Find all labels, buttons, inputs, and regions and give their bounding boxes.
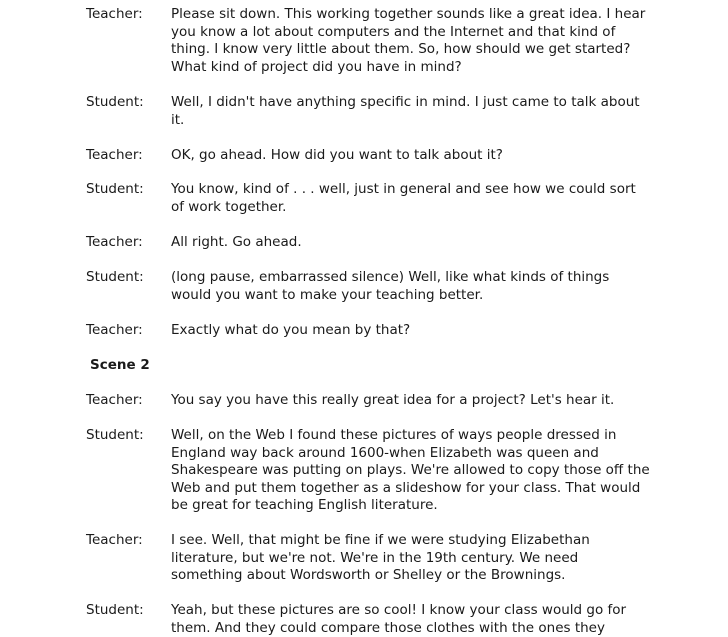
- speaker-label: Teacher:: [86, 532, 143, 548]
- dialogue-text: All right. Go ahead.: [171, 234, 302, 250]
- speaker-label: Student:: [86, 94, 144, 110]
- speaker-label: Teacher:: [86, 147, 143, 163]
- dialogue-text: Please sit down. This working together sounds like a great idea. I hear you know a lot about computers and the Internet and that kind of thing. I know very little about them. So, how should we get started? What kind of project did you have in mind?: [171, 6, 646, 75]
- speaker-label: Student:: [86, 427, 144, 443]
- dialogue-text: Well, I didn't have anything specific in mind. I just came to talk about it.: [171, 94, 640, 128]
- scene-heading: Scene 2: [90, 357, 150, 373]
- dialogue-text: (long pause, embarrassed silence) Well, like what kinds of things would you want to make your teaching better.: [171, 269, 610, 303]
- speaker-label: Teacher:: [86, 322, 143, 338]
- dialogue-text: Exactly what do you mean by that?: [171, 322, 411, 338]
- speaker-label: Teacher:: [86, 6, 143, 22]
- speaker-label: Student:: [86, 181, 144, 197]
- dialogue-text: I see. Well, that might be fine if we were studying Elizabethan literature, but we're not. We're in the 19th century. We need something about Wordsworth or Shelley or the Brownings.: [171, 532, 590, 583]
- dialogue-text: Well, on the Web I found these pictures of ways people dressed in England way back around 1600-when Elizabeth was queen and Shakespeare was putting on plays. We're allowed to copy those off the Web and put them together as a slideshow for your class. That would be great for teaching English literature.: [171, 427, 650, 513]
- speaker-label: Teacher:: [86, 392, 143, 408]
- dialogue-text: Yeah, but these pictures are so cool! I know your class would go for them. And they could compare those clothes with the ones they: [171, 602, 627, 636]
- dialogue-text: OK, go ahead. How did you want to talk about it?: [171, 147, 503, 163]
- speaker-label: Student:: [86, 269, 144, 285]
- speaker-label: Student:: [86, 602, 144, 618]
- dialogue-text: You know, kind of . . . well, just in general and see how we could sort of work together.: [171, 181, 636, 215]
- dialogue-text: You say you have this really great idea for a project? Let's hear it.: [171, 392, 615, 408]
- speaker-label: Teacher:: [86, 234, 143, 250]
